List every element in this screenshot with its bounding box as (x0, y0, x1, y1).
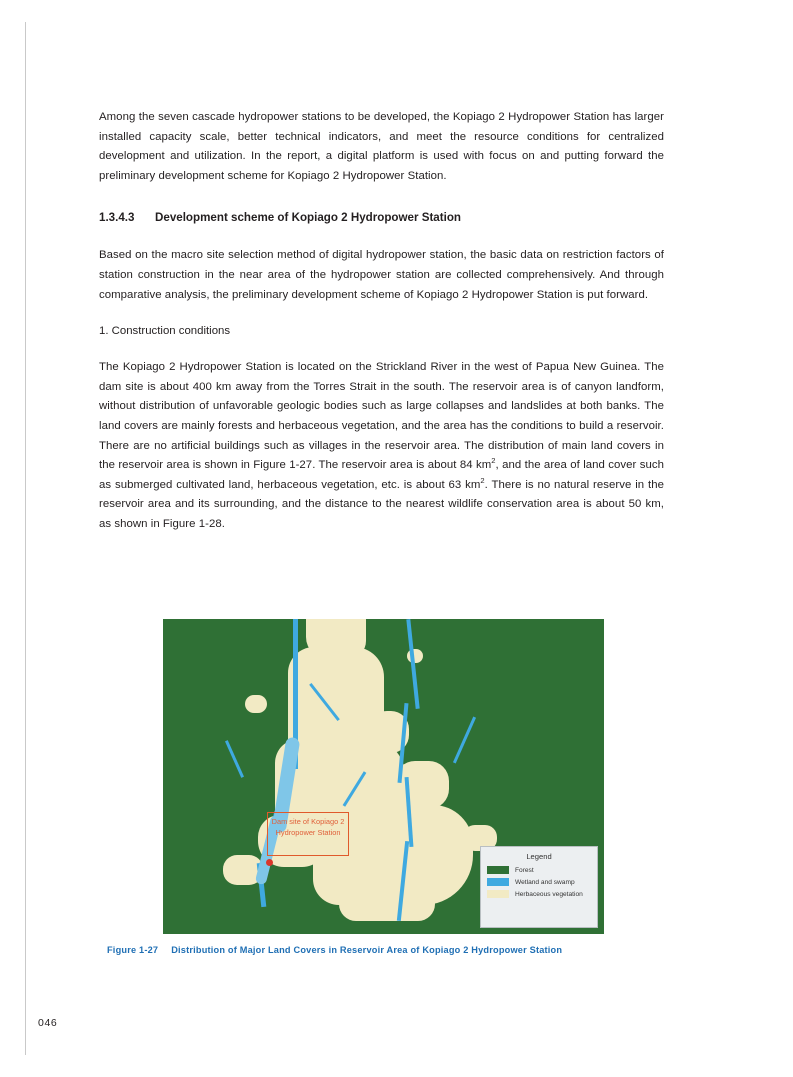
dam-site-marker (266, 859, 273, 866)
legend-swatch-forest (487, 866, 509, 874)
spacer (99, 226, 664, 246)
section-heading-number: 1.3.4.3 (99, 211, 135, 225)
paragraph-intro: Among the seven cascade hydropower stations to be developed, the Kopiago 2 Hydropower Station has larger installed capacity scale, better technical indicators, and meet the resource conditions for centralized development and utilization. In the report, a digital platform is used with focus on and putting forward the preliminary development scheme for Kopiago 2 Hydropower Station. (99, 111, 664, 182)
legend-title: Legend (526, 852, 552, 861)
figure-caption-number: Figure 1-27 (107, 945, 159, 955)
spacer (99, 305, 664, 323)
paragraph-conditions-part1: The Kopiago 2 Hydropower Station is located on the Strickland River in the west of Papua New Guinea. The dam site is about 400 km away from the Torres Strait in the south. The reservoir area is of canyon landform, without distribution of unfavorable geologic bodies such as large collapses and landslides at both banks. The land covers are mainly forests and herbaceous vegetation, and the area has the conditions to build a reservoir. There are no artificial buildings such as villages in the reservoir area. The distribution of main land covers in the reservoir area is shown in Figure 1-27. The reservoir area is about 84 km (99, 361, 664, 472)
legend-item-herbaceous (487, 890, 591, 898)
vegetation-patch (245, 695, 267, 713)
subsection-heading: 1. Construction conditions (99, 325, 231, 338)
page-left-rule (25, 22, 26, 1055)
dam-site-annotation: Dam site of Kopiago 2 Hydropower Station (267, 812, 349, 856)
vegetation-patch (395, 761, 449, 809)
section-heading (99, 210, 664, 226)
paragraph-scheme: Based on the macro site selection method of digital hydropower station, the basic data on restriction factors of station construction in the near area of the hydropower station are collected comprehensively. And through comparative analysis, the preliminary development scheme of Kopiago 2 Hydropower Station is put forward. (99, 249, 664, 301)
figure-1-27 (163, 619, 604, 934)
river-branch (453, 717, 476, 764)
figure-caption (107, 945, 667, 955)
river-line (406, 619, 419, 709)
legend-item-wetland (487, 878, 591, 886)
map-legend (480, 846, 598, 928)
spacer (99, 186, 664, 210)
figure-caption-text: Distribution of Major Land Covers in Reservoir Area of Kopiago 2 Hydropower Station (171, 945, 563, 955)
page-content (99, 108, 664, 535)
legend-swatch-wetland (487, 878, 509, 886)
legend-label-herbaceous: Herbaceous vegetation (515, 890, 583, 898)
paragraph-conditions (99, 358, 664, 534)
superscript-square-2: 2 (480, 475, 485, 485)
paragraph-conditions-part3: . There is no natural reserve in the reservoir area and its surrounding, and the distance to the nearest wildlife conservation area is about 50 km, as shown in Figure 1-28. (99, 478, 664, 530)
legend-item-forest (487, 866, 591, 874)
legend-label-forest: Forest (515, 866, 534, 874)
legend-swatch-herbaceous (487, 890, 509, 898)
page-number: 046 (38, 1017, 58, 1029)
section-heading-text: Development scheme of Kopiago 2 Hydropower Station (155, 211, 461, 225)
vegetation-patch (339, 887, 435, 921)
paragraph-conditions-part2: , and the area of land cover such as submerged cultivated land, herbaceous vegetation, etc. is about 63 km (99, 459, 664, 491)
spacer (99, 340, 664, 358)
legend-label-wetland: Wetland and swamp (515, 878, 575, 886)
river-branch (225, 740, 244, 778)
superscript-square-1: 2 (491, 456, 496, 466)
land-cover-map (163, 619, 604, 934)
